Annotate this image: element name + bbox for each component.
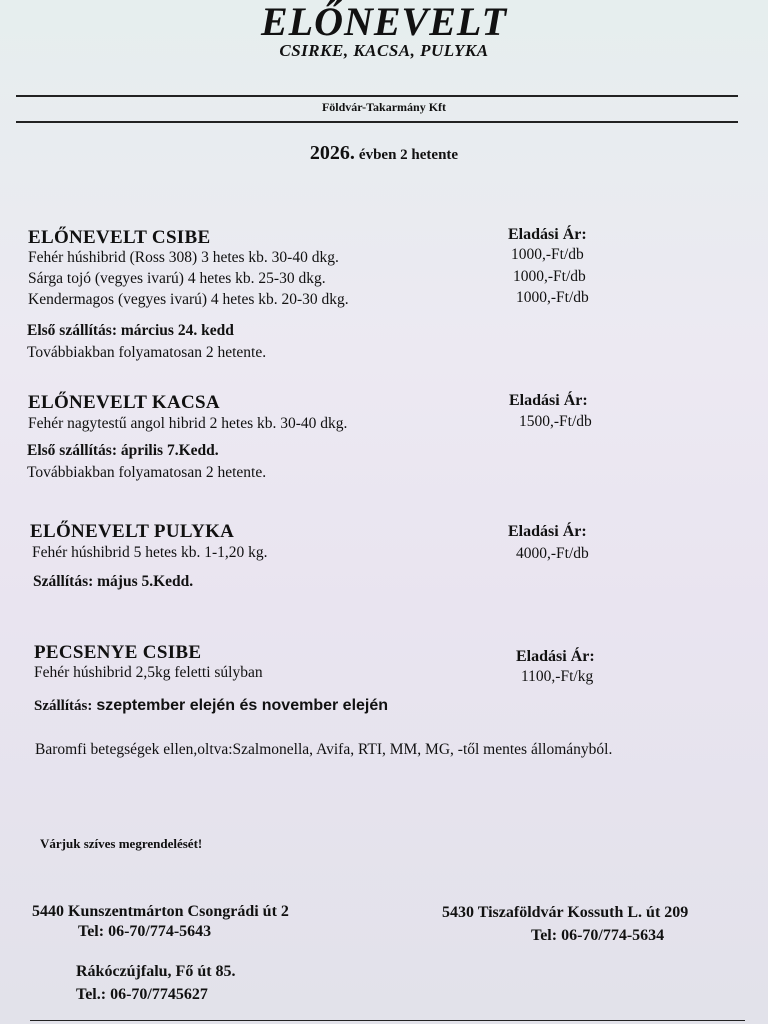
delivery-date xyxy=(34,697,388,715)
item-price: 4000,-Ft/db xyxy=(516,545,589,562)
schedule-frequency: évben 2 hetente xyxy=(358,147,459,163)
address-rakoczujfalu: Rákóczújfalu, Fő út 85. xyxy=(76,963,236,980)
section-title-pecsenye: PECSENYE CSIBE xyxy=(34,642,202,663)
phone-kunszentmarton: Tel: 06-70/774-5643 xyxy=(78,923,212,940)
divider-top xyxy=(16,95,738,97)
delivery-followup: Továbbiakban folyamatosan 2 hetente. xyxy=(27,344,267,361)
address-tiszafoldvar: 5430 Tiszaföldvár Kossuth L. út 209 xyxy=(442,904,689,921)
schedule-year: 2026. xyxy=(309,142,355,164)
item-desc: Fehér nagytestű angol hibrid 2 hetes kb. 30-40 dkg. xyxy=(28,415,348,432)
delivery-date: Szállítás: május 5.Kedd. xyxy=(33,573,194,590)
phone-rakoczujfalu: Tel.: 06-70/7745627 xyxy=(76,986,208,1003)
delivery-date: Első szállítás: március 24. kedd xyxy=(27,322,234,339)
item-desc: Fehér húshibrid 2,5kg feletti súlyban xyxy=(34,664,263,681)
section-title-csibe: ELŐNEVELT CSIBE xyxy=(28,227,211,248)
section-title-kacsa: ELŐNEVELT KACSA xyxy=(28,392,220,413)
delivery-date: Első szállítás: április 7.Kedd. xyxy=(27,442,219,459)
price-label-pulyka: Eladási Ár: xyxy=(508,523,587,540)
item-price: 1000,-Ft/db xyxy=(513,268,586,285)
item-desc: Fehér húshibrid 5 hetes kb. 1-1,20 kg. xyxy=(32,544,268,561)
delivery-value: szeptember elején és november elején xyxy=(96,697,389,714)
phone-tiszafoldvar: Tel: 06-70/774-5634 xyxy=(531,927,665,944)
price-label-csibe: Eladási Ár: xyxy=(508,226,587,243)
section-title-pulyka: ELŐNEVELT PULYKA xyxy=(30,521,235,542)
closing-message: Várjuk szíves megrendelését! xyxy=(40,836,203,851)
item-desc: Fehér húshibrid (Ross 308) 3 hetes kb. 30-40 dkg. xyxy=(28,249,339,266)
item-desc: Kendermagos (vegyes ivarú) 4 hetes kb. 20-30 dkg. xyxy=(28,291,349,308)
item-price: 1000,-Ft/db xyxy=(511,246,584,263)
address-kunszentmarton: 5440 Kunszentmárton Csongrádi út 2 xyxy=(32,903,289,920)
item-price: 1100,-Ft/kg xyxy=(521,668,594,685)
price-label-pecsenye: Eladási Ár: xyxy=(516,648,595,665)
delivery-followup: Továbbiakban folyamatosan 2 hetente. xyxy=(27,464,267,481)
item-price: 1000,-Ft/db xyxy=(516,289,589,306)
divider-bottom xyxy=(16,121,738,123)
delivery-label: Szállítás: xyxy=(34,698,93,714)
price-label-kacsa: Eladási Ár: xyxy=(509,392,588,409)
health-note: Baromfi betegségek ellen,oltva:Szalmonella, Avifa, RTI, MM, MG, -től mentes állományból. xyxy=(35,741,613,758)
item-desc: Sárga tojó (vegyes ivarú) 4 hetes kb. 25-30 dkg. xyxy=(28,270,326,287)
page-title: ELŐNEVELT xyxy=(260,0,508,44)
company-name: Földvár-Takarmány Kft xyxy=(321,100,447,114)
schedule-heading xyxy=(0,142,768,165)
footer-divider xyxy=(30,1020,745,1021)
page-subtitle: CSIRKE, KACSA, PULYKA xyxy=(279,41,489,60)
item-price: 1500,-Ft/db xyxy=(519,413,592,430)
